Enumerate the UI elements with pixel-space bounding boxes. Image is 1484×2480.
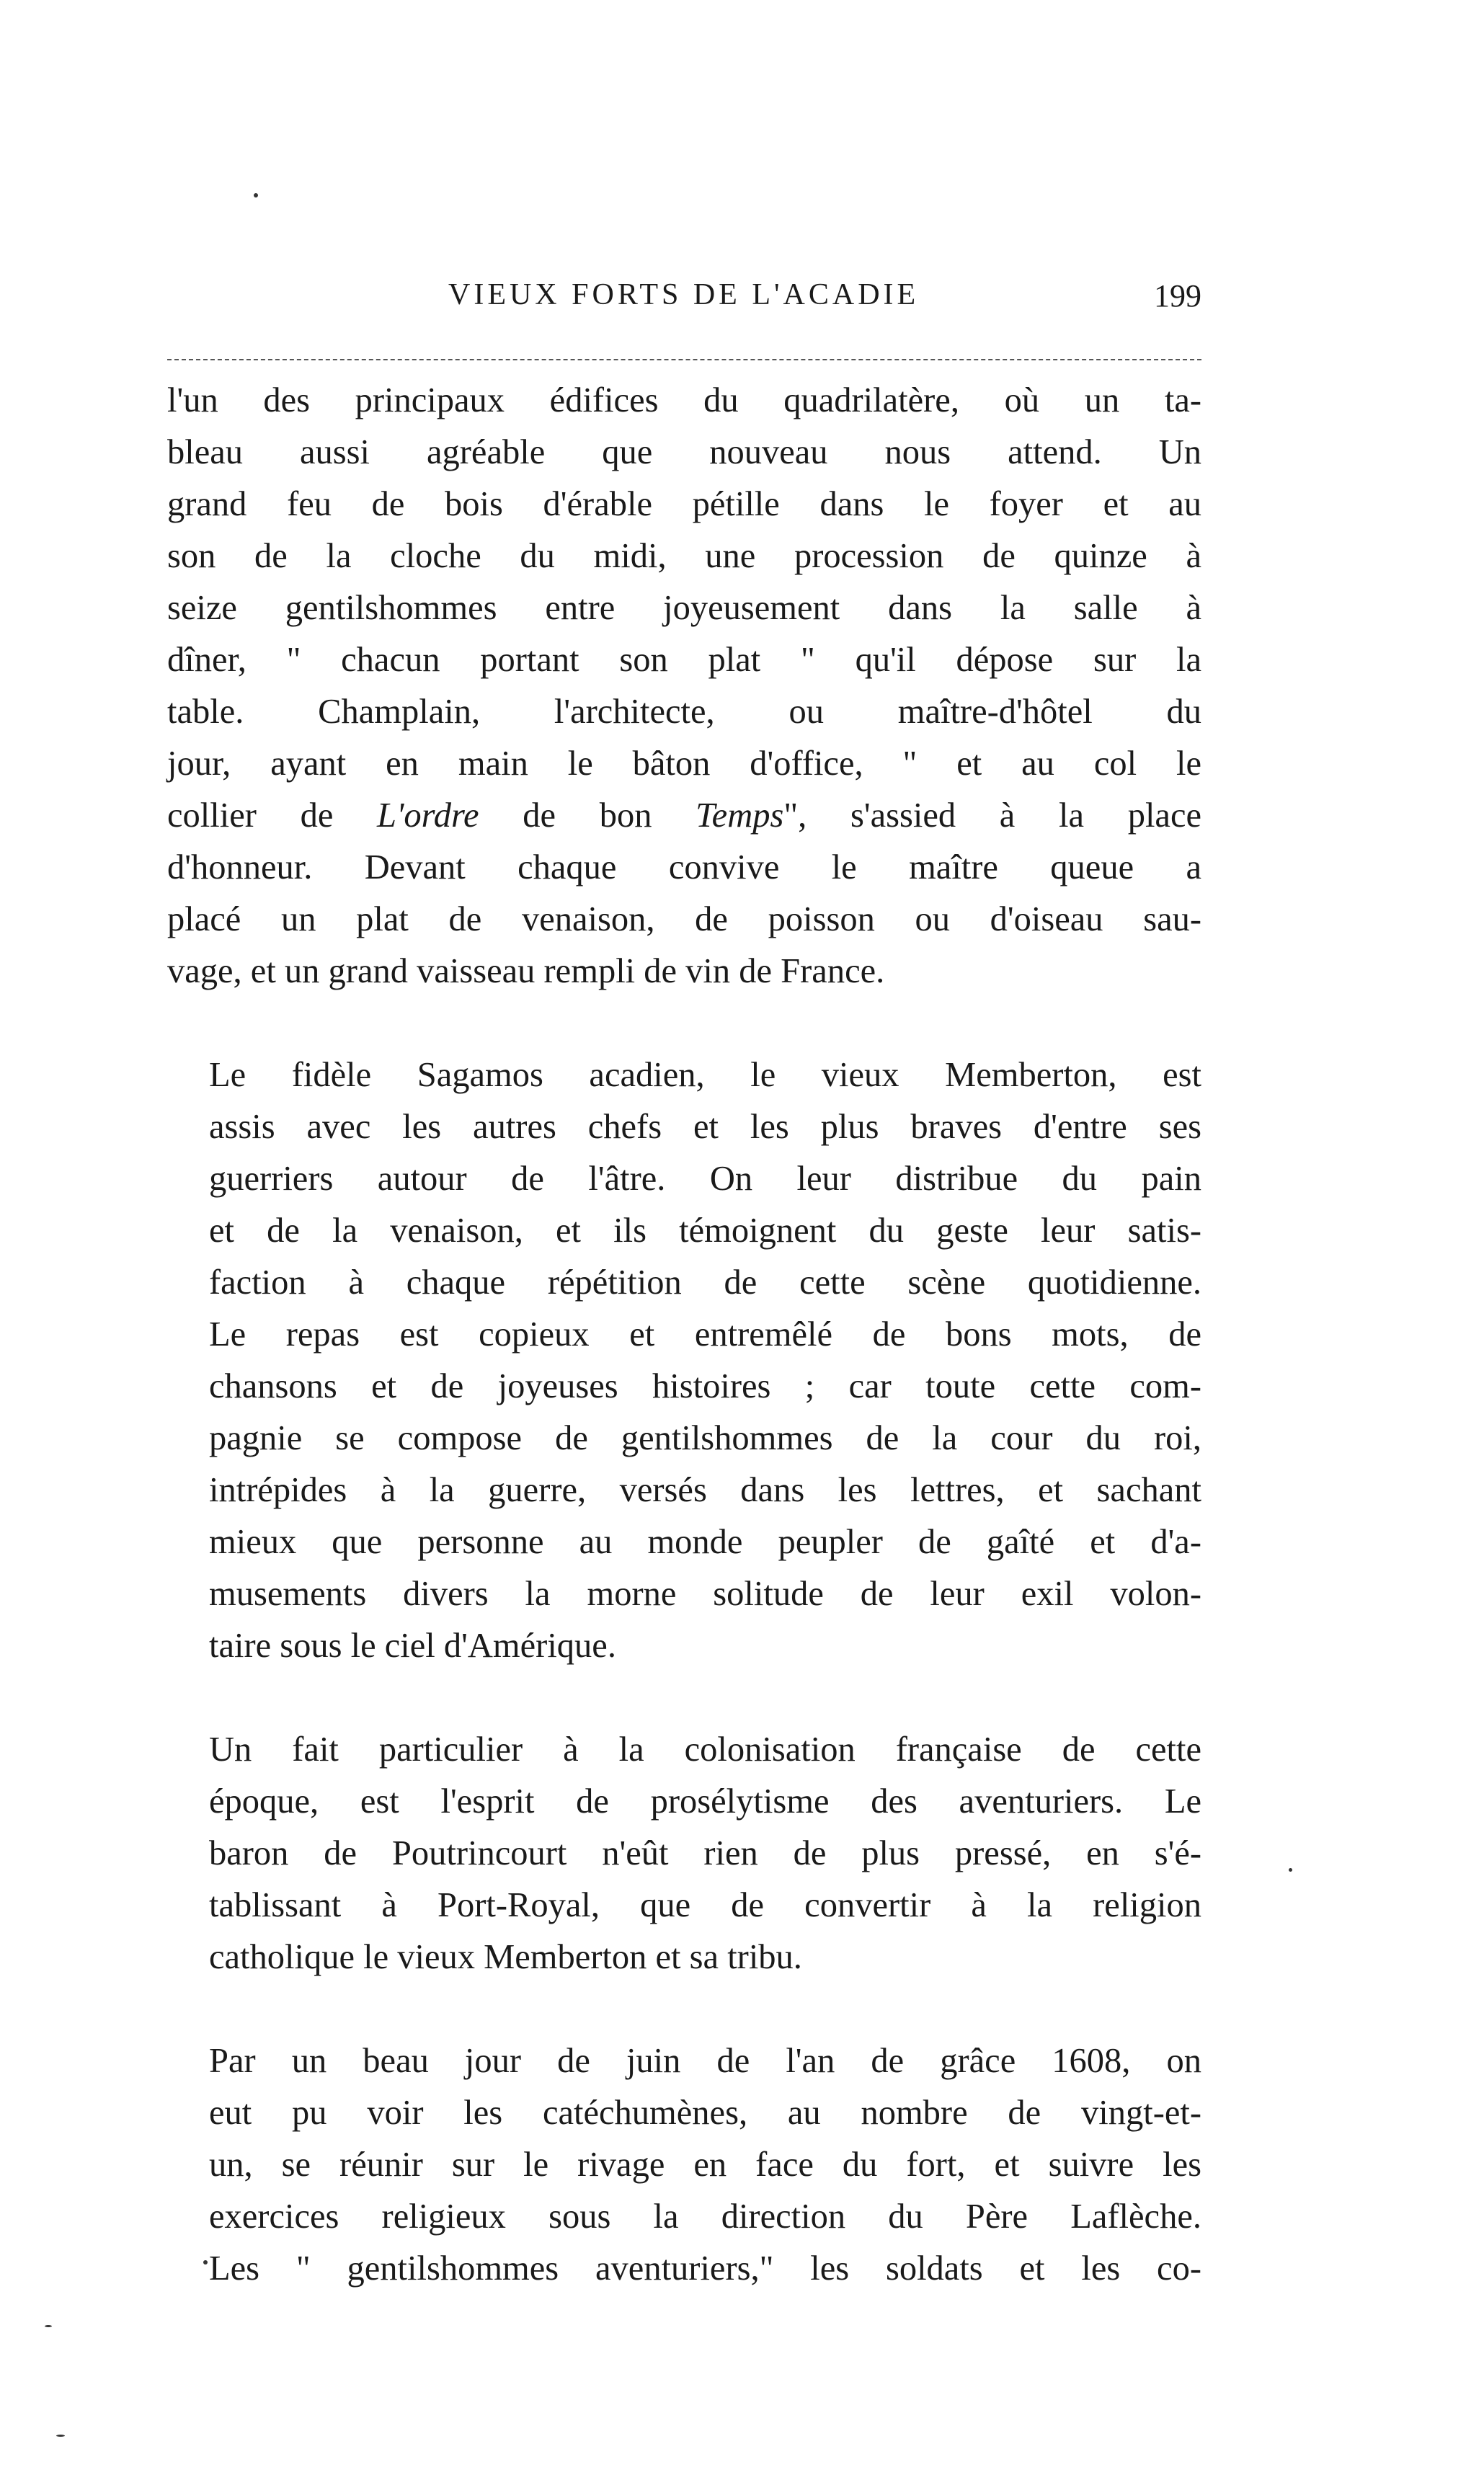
- text-line: un, se réunir sur le rivage en face du fort, et suivre les: [209, 2146, 1201, 2184]
- text-line: baron de Poutrincourt n'eût rien de plus pressé, en s'é-: [209, 1834, 1201, 1872]
- scan-speck: [56, 2435, 65, 2437]
- text-line: mieux que personne au monde peupler de gaîté et d'a-: [209, 1523, 1201, 1561]
- scan-speck: [254, 193, 258, 197]
- text-line: faction à chaque répétition de cette scène quotidienne.: [209, 1263, 1201, 1302]
- text-line: assis avec les autres chefs et les plus braves d'entre ses: [209, 1108, 1201, 1146]
- text-body: [167, 375, 1201, 2295]
- text-line: Un fait particulier à la colonisation française de cette: [209, 1730, 1201, 1769]
- scan-speck: [45, 2325, 52, 2327]
- running-header: [167, 277, 1201, 321]
- text-line: chansons et de joyeuses histoires ; car toute cette com-: [209, 1367, 1201, 1405]
- italic-text: Temps: [696, 796, 784, 835]
- text-line: intrépides à la guerre, versés dans les lettres, et sachant: [209, 1471, 1201, 1509]
- paragraph-3: [167, 1724, 1201, 1983]
- text-line: catholique le vieux Memberton et sa tribu.: [209, 1938, 802, 1976]
- scan-speck: [1289, 1868, 1292, 1872]
- text-line: musements divers la morne solitude de leur exil volon-: [209, 1575, 1201, 1613]
- text-line: grand feu de bois d'érable pétille dans le foyer et au: [167, 485, 1201, 523]
- text-line: Le repas est copieux et entremêlé de bons mots, de: [209, 1315, 1201, 1354]
- text-line: guerriers autour de l'âtre. On leur distribue du pain: [209, 1160, 1201, 1198]
- text-line: Le fidèle Sagamos acadien, le vieux Memberton, est: [209, 1056, 1201, 1094]
- paragraph-1: [167, 375, 1201, 997]
- text-line: dîner, " chacun portant son plat " qu'il dépose sur la: [167, 641, 1201, 679]
- text-line: placé un plat de venaison, de poisson ou d'oiseau sau-: [167, 900, 1201, 938]
- paragraph-4: [167, 2035, 1201, 2295]
- text-line: jour, ayant en main le bâton d'office, " et au col le: [167, 745, 1201, 783]
- text-line: l'un des principaux édifices du quadrilatère, où un ta-: [167, 381, 1201, 419]
- text-line: époque, est l'esprit de prosélytisme des aventuriers. Le: [209, 1782, 1201, 1821]
- scan-speck: [203, 2260, 208, 2265]
- italic-text: L'ordre: [377, 796, 479, 835]
- text-line: exercices religieux sous la direction du Père Laflèche.: [209, 2197, 1201, 2236]
- page-number: 199: [1154, 278, 1201, 314]
- text-line: seize gentilshommes entre joyeusement dans la salle à: [167, 589, 1201, 627]
- text-line: bleau aussi agréable que nouveau nous attend. Un: [167, 433, 1201, 471]
- text-line: Les " gentilshommes aventuriers," les soldats et les co-: [209, 2249, 1201, 2288]
- text-line: collier de L'ordre de bon Temps", s'assied à la place: [167, 796, 1201, 835]
- paragraph-2: [167, 1049, 1201, 1672]
- text-line: taire sous le ciel d'Amérique.: [209, 1627, 616, 1665]
- text-line: d'honneur. Devant chaque convive le maître queue a: [167, 848, 1201, 886]
- text-line: et de la venaison, et ils témoignent du geste leur satis-: [209, 1212, 1201, 1250]
- text-line: tablissant à Port-Royal, que de convertir à la religion: [209, 1886, 1201, 1924]
- text-line: vage, et un grand vaisseau rempli de vin de France.: [167, 952, 885, 990]
- text-line: pagnie se compose de gentilshommes de la cour du roi,: [209, 1419, 1201, 1457]
- text-line: son de la cloche du midi, une procession de quinze à: [167, 537, 1201, 575]
- text-line: table. Champlain, l'architecte, ou maître-d'hôtel du: [167, 693, 1201, 731]
- text-line: Par un beau jour de juin de l'an de grâce 1608, on: [209, 2042, 1201, 2080]
- header-rule: [167, 359, 1201, 360]
- running-title: VIEUX FORTS DE L'ACADIE: [448, 278, 920, 311]
- text-line: eut pu voir les catéchumènes, au nombre de vingt-et-: [209, 2094, 1201, 2132]
